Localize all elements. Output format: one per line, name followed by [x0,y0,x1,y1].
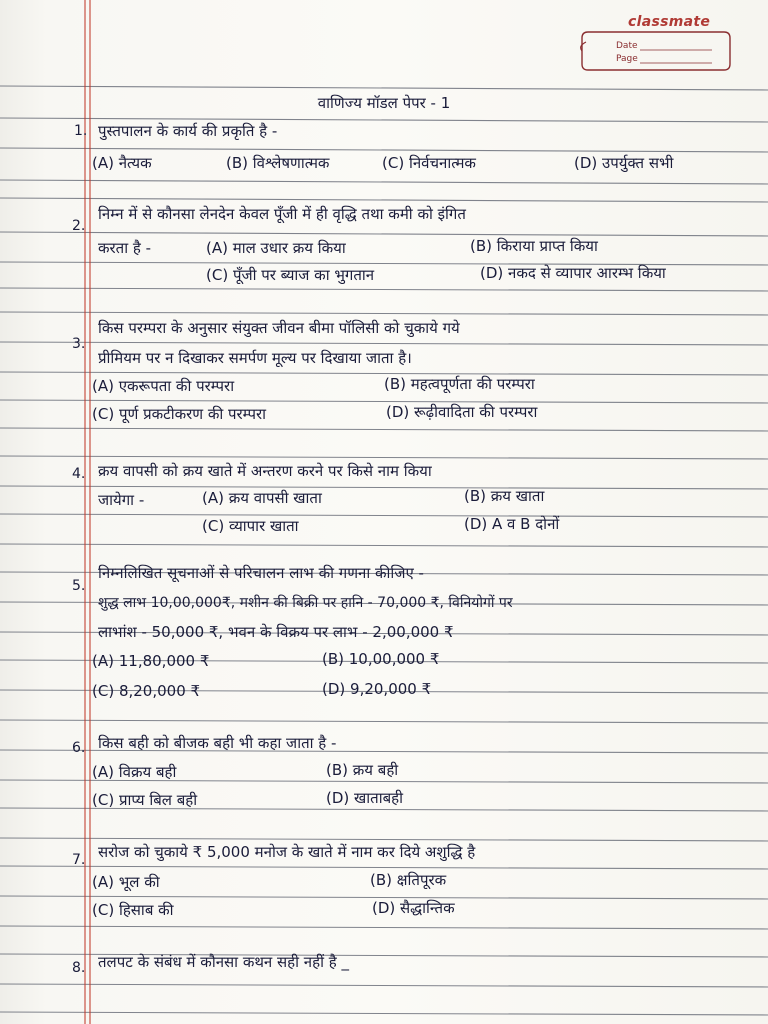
question-text: पुस्तपालन के कार्य की प्रकृति है - [98,122,278,140]
question-text: करता है - [98,239,152,257]
option: (B) महत्वपूर्णता की परम्परा [384,375,535,393]
question-number: 3. [72,336,86,352]
question-number: 1. [74,123,88,139]
option: (C) 8,20,000 ₹ [92,682,201,700]
question-text: तलपट के संबंध में कौनसा कथन सही नहीं है _ [98,953,349,971]
option: (D) 9,20,000 ₹ [322,680,432,698]
question-text: किस परम्परा के अनुसार संयुक्त जीवन बीमा पॉलिसी को चुकाये गये [98,319,460,337]
question-number: 7. [72,852,86,868]
option: (B) क्रय खाता [464,487,545,505]
option: (B) किराया प्राप्त किया [470,237,598,255]
option: (D) खाताबही [326,789,404,807]
option: (C) पूँजी पर ब्याज का भुगतान [206,266,375,284]
date-label: Date [616,41,638,51]
question-text: निम्न में से कौनसा लेनदेन केवल पूँजी में ही वृद्धि तथा कमी को इंगित [98,205,466,223]
page-label: Page [616,54,638,64]
option: (A) नैत्यक [92,154,152,172]
option: (B) विश्लेषणात्मक [226,154,330,172]
option: (C) हिसाब की [92,901,174,919]
question-text: प्रीमियम पर न दिखाकर समर्पण मूल्य पर दिखाया जाता है। [98,349,412,367]
option: (D) नकद से व्यापार आरम्भ किया [480,264,666,282]
question-number: 8. [72,960,86,976]
option: (D) उपर्युक्त सभी [574,154,674,172]
option: (D) रूढ़ीवादिता की परम्परा [386,403,538,421]
option: (B) क्षतिपूरक [370,871,447,889]
question-text: शुद्ध लाभ 10,00,000₹, मशीन की बिक्री पर हानि - 70,000 ₹, विनियोगों पर [98,595,513,611]
option: (B) 10,00,000 ₹ [322,650,440,668]
option: (C) पूर्ण प्रकटीकरण की परम्परा [92,405,267,423]
option: (A) 11,80,000 ₹ [92,652,210,670]
option: (A) विक्रय बही [92,763,177,781]
option: (D) सैद्धान्तिक [372,899,455,917]
question-text: सरोज को चुकाये ₹ 5,000 मनोज के खाते में नाम कर दिये अशुद्धि है [98,843,476,861]
margin-lines [85,0,90,1024]
option: (C) प्राप्य बिल बही [92,791,198,809]
question-number: 2. [72,218,86,234]
option: (B) क्रय बही [326,761,399,779]
question-text: किस बही को बीजक बही भी कहा जाता है - [98,734,337,752]
question-text: लाभांश - 50,000 ₹, भवन के विक्रय पर लाभ - 2,00,000 ₹ [98,623,454,641]
option: (D) A व B दोनों [464,515,560,533]
question-text: जायेगा - [98,491,145,509]
question-text: क्रय वापसी को क्रय खाते में अन्तरण करने पर किसे नाम किया [98,462,432,480]
option: (C) व्यापार खाता [202,517,299,535]
paper-title: वाणिज्य मॉडल पेपर - 1 [317,94,451,112]
option: (A) माल उधार क्रय किया [206,239,346,257]
option: (C) निर्वचनात्मक [382,154,476,172]
option: (A) क्रय वापसी खाता [202,489,322,507]
question-number: 5. [72,578,86,594]
option: (A) भूल की [92,873,160,891]
brand-logo: classmate [628,14,711,30]
option: (A) एकरूपता की परम्परा [92,377,235,395]
question-number: 4. [72,466,86,482]
question-number: 6. [72,740,86,756]
date-page-box [580,28,732,74]
question-text: निम्नलिखित सूचनाओं से परिचालन लाभ की गणना कीजिए - [98,564,424,582]
